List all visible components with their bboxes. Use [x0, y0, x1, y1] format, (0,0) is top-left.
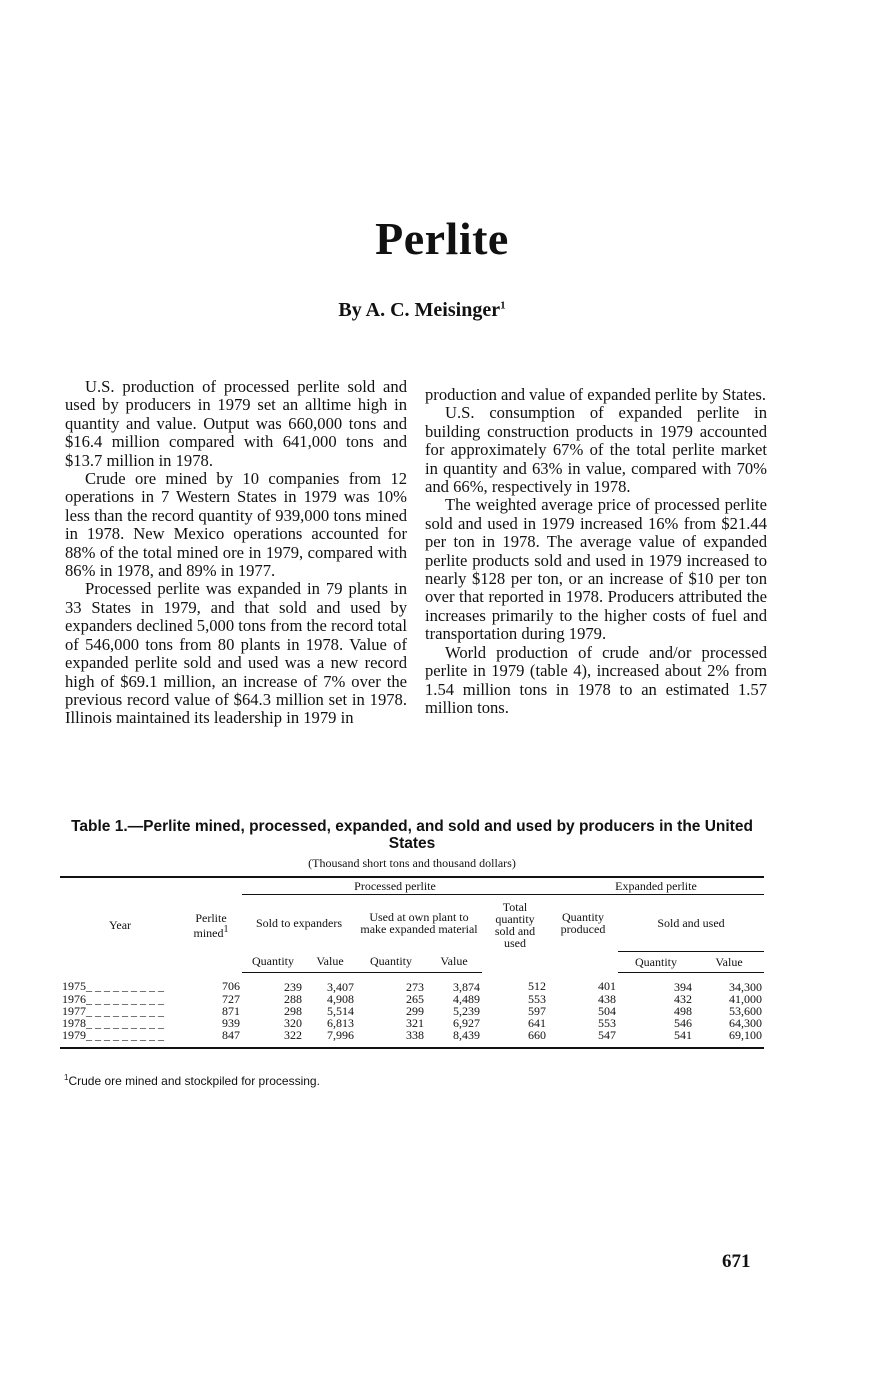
cell-su-qty: 541	[674, 1027, 692, 1042]
cell-su-val: 34,300	[729, 979, 762, 994]
cell-ste-val: 7,996	[327, 1027, 354, 1042]
paragraph: Processed perlite was expanded in 79 plants in 33 States in 1979, and that sold and used by expanders declined 5,000 tons from the record total of 546,000 tons from 80 plants in 1978. Value of expanded perlite sold and used was a new record high of $69.1 million, an increase of 7% over the previous record value of $64.3 million set in 1978. Illinois maintained its leadership in 1979 in	[65, 579, 407, 728]
year-label: 1979	[62, 1027, 86, 1042]
cell-exp-prod: 438	[598, 991, 616, 1006]
cell-mined: 727	[222, 991, 240, 1006]
cell-su-val: 64,300	[729, 1015, 762, 1030]
header-processed-perlite: Processed perlite	[242, 877, 548, 895]
table-row	[60, 993, 764, 1005]
year-label: 1975	[62, 979, 86, 993]
cell-total: 553	[528, 991, 546, 1006]
paragraph: World production of crude and/or processed perlite in 1979 (table 4), increased about 2% from 1.54 million tons in 1978 to an estimated 1.57 million tons.	[425, 642, 767, 717]
cell-su-val: 53,600	[729, 1003, 762, 1018]
cell-mined: 847	[222, 1027, 240, 1042]
cell-ste-qty: 239	[284, 979, 302, 994]
header-value: Value	[304, 951, 356, 972]
cell-own-qty: 299	[406, 1003, 424, 1018]
header-value: Value	[694, 951, 764, 972]
paragraph: U.S. consumption of expanded perlite in building construction products in 1979 accounted for approximately 67% of the total perlite market in quantity and 63% in value, compared with 70% and 66%, respectively in 1978.	[425, 403, 767, 497]
cell-su-qty: 546	[674, 1015, 692, 1030]
year-label: 1977	[62, 1003, 86, 1018]
table-row	[60, 1029, 764, 1048]
perlite-table	[60, 876, 764, 1049]
cell-su-qty: 432	[674, 991, 692, 1006]
cell-exp-prod: 504	[598, 1003, 616, 1018]
cell-su-val: 41,000	[729, 991, 762, 1006]
paragraph: The weighted average price of processed perlite sold and used in 1979 increased 16% from $21.44 per ton in 1978. The average value of expanded perlite products sold and used in 1979 increased to nearly $128 per ton, or an increase of $10 per ton over that reported in 1978. Producers attributed the increases primarily to the higher costs of fuel and transportation during 1979.	[425, 495, 767, 644]
cell-su-qty: 394	[674, 979, 692, 994]
cell-su-qty: 498	[674, 1003, 692, 1018]
header-total-sold-used: Total quantity sold and used	[494, 900, 536, 950]
paragraph-continuation: production and value of expanded perlite by States.	[425, 385, 766, 404]
cell-own-qty: 338	[406, 1027, 424, 1042]
header-quantity: Quantity	[356, 951, 426, 972]
cell-mined: 706	[222, 979, 240, 993]
cell-total: 512	[528, 979, 546, 993]
footnote-mark: 1	[64, 1073, 69, 1082]
cell-ste-val: 3,407	[327, 979, 354, 994]
header-perlite-mined	[180, 877, 242, 972]
header-quantity-produced: Quantity produced	[560, 910, 606, 936]
leader-dots: _ _ _ _ _ _ _ _ _	[86, 1003, 164, 1018]
header-value: Value	[426, 951, 482, 972]
cell-su-val: 69,100	[729, 1027, 762, 1042]
cell-own-val: 5,239	[453, 1003, 480, 1018]
cell-ste-qty: 298	[284, 1003, 302, 1018]
leader-dots: _ _ _ _ _ _ _ _ _	[86, 1027, 164, 1042]
cell-total: 660	[528, 1027, 546, 1042]
year-label: 1978	[62, 1015, 86, 1030]
cell-total: 641	[528, 1015, 546, 1030]
leader-dots: _ _ _ _ _ _ _ _ _	[86, 979, 164, 993]
leader-dots: _ _ _ _ _ _ _ _ _	[86, 1015, 164, 1030]
cell-total: 597	[528, 1003, 546, 1018]
cell-own-val: 3,874	[453, 979, 480, 994]
author-name: By A. C. Meisinger	[338, 299, 501, 321]
header-sold-to-expanders: Sold to expanders	[256, 916, 342, 930]
cell-ste-val: 4,908	[327, 991, 354, 1006]
table-row	[60, 972, 764, 993]
cell-own-qty: 273	[406, 979, 424, 994]
footnote-text: Crude ore mined and stockpiled for processing.	[68, 1074, 320, 1088]
table-subtitle: (Thousand short tons and thousand dollars)	[308, 856, 516, 870]
cell-own-val: 8,439	[453, 1027, 480, 1042]
byline	[0, 299, 842, 322]
footnote-mark: 1	[500, 299, 506, 312]
year-cell	[60, 1029, 180, 1048]
cell-ste-qty: 320	[284, 1015, 302, 1030]
cell-exp-prod: 553	[598, 1015, 616, 1030]
cell-mined: 871	[222, 1003, 240, 1018]
year-label: 1976	[62, 991, 86, 1006]
footnote-mark: 1	[223, 923, 229, 935]
header-sold-and-used: Sold and used	[618, 895, 764, 952]
paragraph: Crude ore mined by 10 companies from 12 operations in 7 Western States in 1979 was 10% less than the record quantity of 939,000 tons mined in 1978. New Mexico operations accounted for 88% of the total mined ore in 1979, compared with 86% in 1978, and 89% in 1977.	[65, 469, 407, 581]
table-row	[60, 1005, 764, 1017]
cell-mined: 939	[222, 1015, 240, 1030]
header-used-at-own-plant: Used at own plant to make expanded material	[360, 910, 478, 936]
cell-own-qty: 265	[406, 991, 424, 1006]
cell-exp-prod: 401	[598, 979, 616, 993]
table-title: Table 1.—Perlite mined, processed, expanded, and sold and used by producers in the United States	[71, 818, 753, 852]
header-quantity: Quantity	[242, 951, 304, 972]
table-row	[60, 1017, 764, 1029]
table-footnote	[64, 1073, 320, 1088]
cell-ste-qty: 322	[284, 1027, 302, 1042]
cell-ste-qty: 288	[284, 991, 302, 1006]
right-column	[425, 386, 767, 717]
header-year: Year	[108, 918, 132, 932]
header-perlite-mined-label: Perlite mined	[193, 910, 227, 940]
paragraph: U.S. production of processed perlite sold and used by producers in 1979 set an alltime high in quantity and value. Output was 660,000 tons and $16.4 million compared with 641,000 tons and $13.7 million in 1978.	[65, 377, 407, 470]
year-cell	[60, 972, 180, 993]
cell-ste-val: 5,514	[327, 1003, 354, 1018]
cell-ste-val: 6,813	[327, 1015, 354, 1030]
cell-exp-prod: 547	[598, 1027, 616, 1042]
leader-dots: _ _ _ _ _ _ _ _ _	[86, 991, 164, 1006]
cell-own-val: 4,489	[453, 991, 480, 1006]
cell-own-qty: 321	[406, 1015, 424, 1030]
header-expanded-perlite: Expanded perlite	[548, 877, 764, 895]
cell-own-val: 6,927	[453, 1015, 480, 1030]
header-quantity: Quantity	[618, 951, 694, 972]
page-number: 671	[722, 1251, 751, 1272]
page-title: Perlite	[375, 213, 509, 264]
left-column	[65, 378, 407, 728]
